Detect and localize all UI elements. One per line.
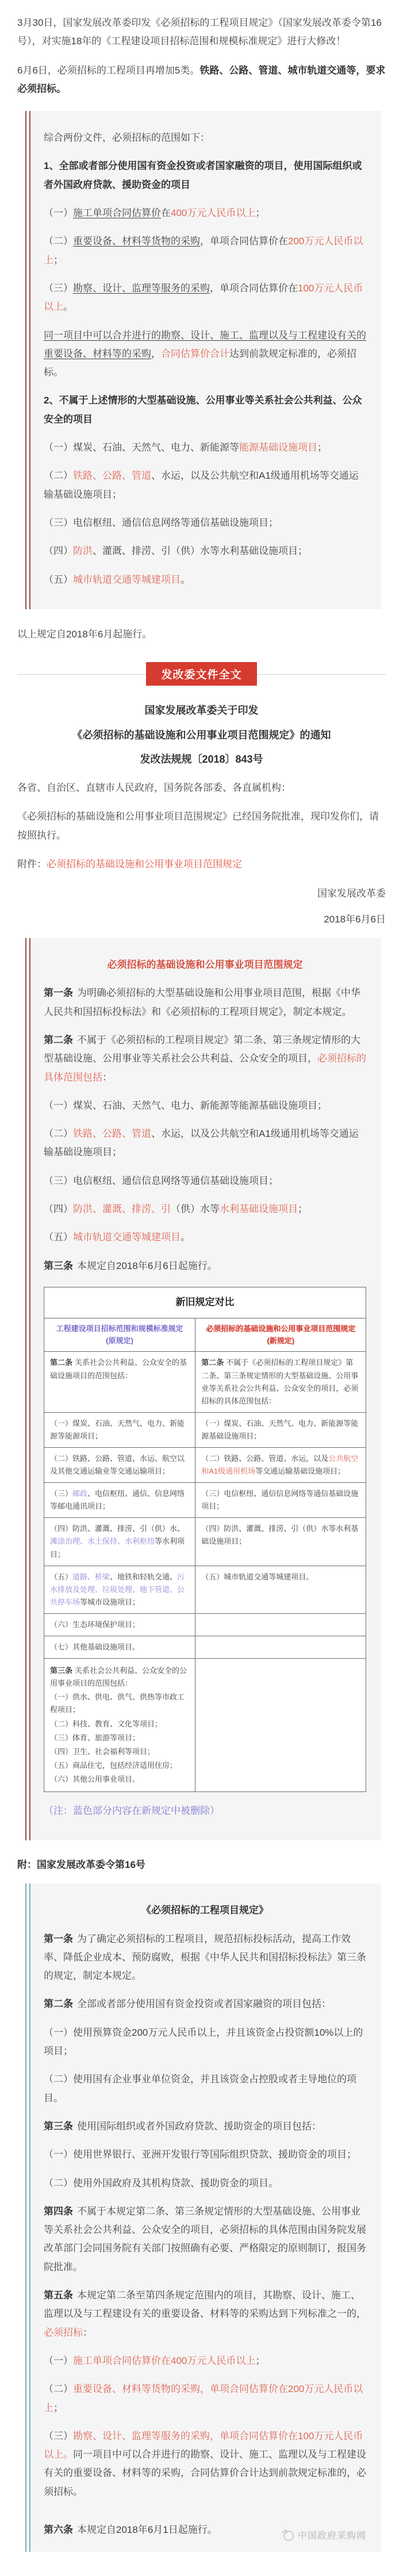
- order-article-4: 第四条 不属于本规定第二条、第三条规定情形的大型基础设施、公用事业等关系社会公共利益、公众安全的项目，必须招标的具体范围由国务院发展改革部门会同国务院有关部门按照确有必要、严格限定的原则制订，报国务院批准。: [44, 2205, 366, 2273]
- notice-doc-number: 发改法规规〔2018〕843号: [140, 753, 263, 766]
- notice-addressee: 各省、自治区、直辖市人民政府，国务院各部委、各直属机构：: [17, 782, 291, 793]
- table-row: [44, 1483, 366, 1518]
- order-16-title: 《必须招标的工程项目规定》: [141, 1905, 268, 1916]
- table-cell-old: （三）邮政、电信枢纽、通信、信息网络等邮电通讯项目；: [44, 1483, 195, 1518]
- attachment-link[interactable]: 必须招标的基础设施和公用事业项目范围规定: [47, 858, 242, 870]
- intro-paragraph-2: [17, 61, 386, 99]
- regulation-category-5: （五）城市轨道交通等城建项目。: [44, 1232, 190, 1243]
- regulation-category-1: （一）煤炭、石油、天然气、电力、新能源等能源基础设施项目；: [44, 1099, 327, 1111]
- table-cell-old: （一）煤炭、石油、天然气、电力、新能源等能源项目；: [44, 1412, 195, 1447]
- table-cell-empty: [195, 1636, 366, 1659]
- regulation-quote-box: [25, 938, 381, 1840]
- table-cell-new: （五）城市轨道交通等城建项目。: [195, 1566, 366, 1613]
- table-header-old: 工程建设项目招标范围和规模标准规定 (原规定): [44, 1318, 195, 1352]
- order-article-2-item-1: （一）使用预算资金200万元人民币以上，并且该资金占投资额10%以上的项目；: [44, 2027, 363, 2057]
- intro-p2-text: 6月6日，必须招标的工程项目再增加5类。: [17, 64, 200, 76]
- order-footer: [44, 2511, 366, 2542]
- summary-lead: 综合两份文件，必须招标的范围如下：: [44, 132, 210, 144]
- order-threshold-1: （一）施工单项合同估算价在400万元人民币以上；: [44, 2355, 266, 2366]
- notice-date: 2018年6月6日: [324, 914, 386, 925]
- summary-quote-box: [25, 111, 381, 609]
- notice-signer: 国家发展改革委: [317, 888, 386, 899]
- banner-label: 发改委文件全文: [146, 662, 256, 686]
- table-cell-old: （七）其他基础设施项目。: [44, 1636, 195, 1659]
- summary-category-1: （一）煤炭、石油、天然气、电力、新能源等能源基础设施项目；: [44, 442, 327, 453]
- order-threshold-3: （三）勘察、设计、监理等服务的采购，单项合同估算价在100万元人民币以上。同一项目中可以合并进行的勘察、设计、施工、监理以及与工程建设有关的重要设备、材料等的采购，合同估算价合计达到前款规定标准的，必须招标。: [44, 2430, 366, 2497]
- order-threshold-2: （二）重要设备、材料等货物的采购，单项合同估算价在200万元人民币以上；: [44, 2383, 363, 2413]
- table-cell-old: （六）生态环境保护项目；: [44, 1613, 195, 1636]
- summary-heading-2: 2、不属于上述情形的大型基础设施、公用事业等关系社会公共利益、公众安全的项目: [44, 395, 362, 425]
- order-article-3-item-2: （二）使用外国政府及其机构贷款、援助资金的项目。: [44, 2177, 278, 2189]
- notice-title-line-1: 国家发展改革委关于印发: [144, 705, 259, 717]
- table-row: [44, 1659, 366, 1792]
- section-banner: [0, 662, 403, 686]
- regulation-category-4: （四）防洪、灌溉、排涝、引（供）水等水利基础设施项目；: [44, 1204, 308, 1215]
- table-row: [44, 1613, 366, 1636]
- table-note: （注：蓝色部分内容在新规定中被删除）: [44, 1805, 220, 1816]
- order-article-3: 第三条 使用国际组织或者外国政府贷款、援助资金的项目包括：: [44, 2120, 321, 2132]
- table-cell-empty: [195, 1659, 366, 1792]
- order-article-2-item-2: （二）使用国有企业事业单位资金，并且该资金占控股或者主导地位的项目。: [44, 2074, 356, 2104]
- summary-item-2: （二）重要设备、材料等货物的采购，单项合同估算价在200万元人民币以上；: [44, 236, 363, 266]
- regulation-article-2: 第二条 不属于《必须招标的工程项目规定》第二条、第三条规定情形的大型基础设施、公用事业等关系社会公共利益、公众安全的项目，必须招标的具体范围包括：: [44, 1034, 366, 1083]
- table-cell-new: （二）铁路、公路、管道、水运，以及公共航空和A1级通用机场等交通运输基础设施项目；: [195, 1448, 366, 1483]
- table-row: [44, 1566, 366, 1613]
- table-cell-new: （四）防洪、灌溉、排涝、引（供）水等水利基础设施项目；: [195, 1518, 366, 1566]
- china-gov-procurement-logo-icon: [281, 2529, 295, 2542]
- summary-item-1: （一）施工单项合同估算价在400万元人民币以上；: [44, 207, 266, 219]
- effective-note: 以上规定自2018年6月起施行。: [17, 628, 152, 640]
- notice-section: [0, 702, 403, 2552]
- notice-attachment-line: [17, 855, 386, 874]
- order-article-1: 第一条 为了确定必须招标的工程项目，规范招标投标活动，提高工作效率、降低企业成本、预防腐败，根据《中华人民共和国招标投标法》第三条的规定，制定本规定。: [44, 1933, 366, 1982]
- table-cell-old: （二）铁路、公路、管道、水运、航空以及其他交通运输业等交通运输项目；: [44, 1448, 195, 1483]
- regulation-title: 必须招标的基础设施和公用事业项目范围规定: [107, 959, 303, 971]
- attachment-label: 附件：: [17, 858, 47, 870]
- summary-category-5: （五）城市轨道交通等城建项目。: [44, 574, 190, 585]
- table-title-row: [44, 1287, 366, 1318]
- regulation-article-1: 第一条 为明确必须招标的大型基础设施和公用事业项目范围，根据《中华人民共和国招标投标法》和《必须招标的工程项目规定》，制定本规定。: [44, 987, 360, 1017]
- threshold-200w: 200万元人民币以上: [44, 236, 363, 266]
- notice-title-line-2: 《必须招标的基础设施和公用事业项目范围规定》的通知: [72, 729, 331, 741]
- table-cell-old: （四）防洪、灌溉、排涝、引（供）水、滩涂治理、水土保持、水利枢纽等水利项目；: [44, 1518, 195, 1566]
- table-row: [44, 1412, 366, 1447]
- order-16-quote-box: [25, 1883, 381, 2552]
- table-row: [44, 1518, 366, 1566]
- table-title: 新旧规定对比: [44, 1287, 366, 1318]
- summary-merge-clause: 同一项目中可以合并进行的勘察、设计、施工、监理以及与工程建设有关的重要设备、材料等的采购，合同估算价合计达到前款规定标准的，必须招标。: [44, 329, 366, 378]
- table-cell-empty: [195, 1613, 366, 1636]
- watermark: [281, 2528, 366, 2542]
- table-cell-new: 第二条 不属于《必须招标的工程项目规定》第二条、第三条规定情形的大型基础设施、公用事业等关系社会公共利益、公众安全的项目，必须招标的具体范围包括：: [195, 1352, 366, 1412]
- order-article-2: 第二条 全部或者部分使用国有资金投资或者国家融资的项目包括：: [44, 1998, 331, 2010]
- table-row: [44, 1352, 366, 1412]
- order-article-5: 第五条 本规定第二条至第四条规定范围内的项目，其勘察、设计、施工、监理以及与工程建设有关的重要设备、材料等的采购达到下列标准之一的，必须招标：: [44, 2290, 366, 2338]
- watermark-text: 中国政府采购网: [297, 2531, 366, 2542]
- regulation-article-3: 第三条 本规定自2018年6月6日起施行。: [44, 1260, 217, 1271]
- order-article-3-item-1: （一）使用世界银行、亚洲开发银行等国际组织贷款、援助资金的项目；: [44, 2149, 356, 2160]
- summary-heading-1: 1、全部或者部分使用国有资金投资或者国家融资的项目，使用国际组织或者外国政府贷款、援助资金的项目: [44, 160, 362, 190]
- table-row: [44, 1636, 366, 1659]
- intro-paragraph-1: 3月30日，国家发展改革委印发《必须招标的工程项目规定》（国家发展改革委令第16号），对实施18年的《工程建设项目招标范围和规模标准规定》进行大修改！: [17, 17, 382, 47]
- intro-p2-bold-text: 铁路、公路、管道、城市轨道交通等，要求必须招标。: [17, 64, 386, 94]
- table-cell-new: （一）煤炭、石油、天然气、电力、新能源等能源基础设施项目；: [195, 1412, 366, 1447]
- summary-category-2: （二）铁路、公路、管道、水运，以及公共航空和A1级通用机场等交通运输基础设施项目；: [44, 470, 359, 500]
- table-header-row: [44, 1318, 366, 1352]
- table-cell-old: （五）道路、桥梁、地铁和轻轨交通、污水排放及处理、垃圾处理、地下管道、公共停车场等城市设施项目；: [44, 1566, 195, 1613]
- table-cell-old: 第三条 关系社会公共利益、公众安全的公用事业项目的范围包括： （一）供水、供电、供气、供热等市政工程项目； （二）科技、教育、文化等项目； （三）体育、旅游等项目； （四）卫生、社会福利等项目； （五）商品住宅，包括经济适用住房； （六）其他公用事业项目。: [44, 1659, 195, 1792]
- table-cell-new: （三）电信枢纽、通信信息网络等通信基础设施项目；: [195, 1483, 366, 1518]
- threshold-100w: 100万元人民币以上: [44, 282, 363, 313]
- table-cell-old: 第二条 关系社会公共利益、公众安全的基础设施项目的范围包括：: [44, 1352, 195, 1412]
- summary-category-4: （四）防洪、灌溉、排涝、引（供）水等水利基础设施项目；: [44, 545, 308, 557]
- threshold-400w: 400万元人民币以上: [171, 207, 256, 219]
- order-article-6: 第六条 本规定自2018年6月1日起施行。: [44, 2524, 217, 2535]
- table-row: [44, 1448, 366, 1483]
- article-content: [0, 14, 403, 644]
- regulation-category-2: （二）铁路、公路、管道、水运，以及公共航空和A1级通用机场等交通运输基础设施项目；: [44, 1128, 359, 1158]
- table-header-new: 必须招标的基础设施和公用事业项目范围规定 (新规定): [195, 1318, 366, 1352]
- summary-category-3: （三）电信枢纽、通信信息网络等通信基础设施项目；: [44, 517, 278, 528]
- order-16-heading: 附：国家发展改革委令第16号: [17, 1859, 145, 1871]
- notice-body: 《必须招标的基础设施和公用事业项目范围规定》已经国务院批准，现印发你们，请按照执行。: [17, 811, 379, 841]
- comparison-table: [44, 1287, 366, 1792]
- summary-item-3: （三）勘察、设计、监理等服务的采购，单项合同估算价在100万元人民币以上。: [44, 282, 363, 313]
- regulation-category-3: （三）电信枢纽、通信信息网络等通信基础设施项目；: [44, 1175, 278, 1186]
